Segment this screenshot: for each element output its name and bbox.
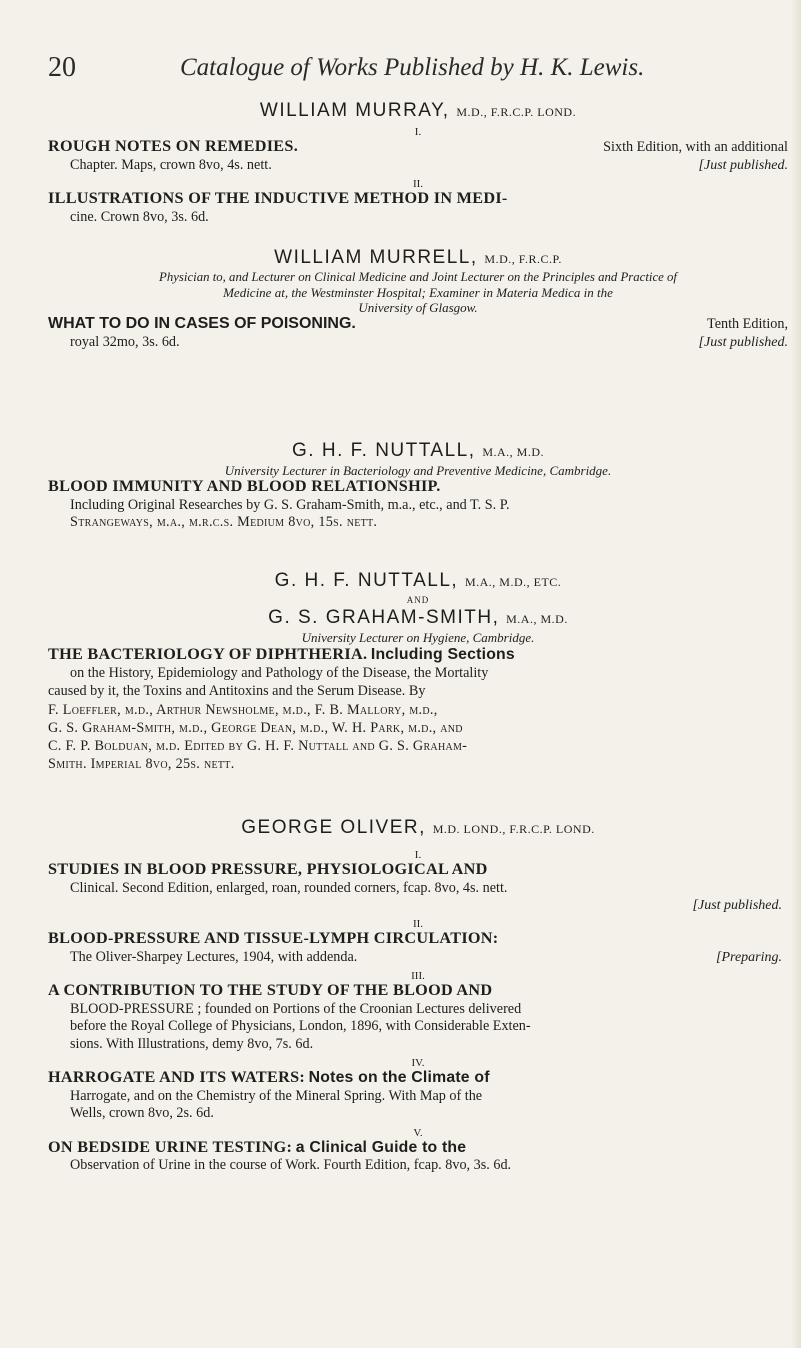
affiliation-line: University of Glasgow. [358,300,478,315]
author-name: G. S. GRAHAM-SMITH, [268,607,500,628]
book-status: [Preparing. [716,949,782,965]
author-name: WILLIAM MURRELL, [274,247,478,268]
book-text: G. S. Graham-Smith, m.d., George Dean, m.d., W. H. Park, m.d., and [48,719,463,736]
book-text: Strangeways, m.a., m.r.c.s. Medium 8vo, 15s. nett. [70,514,378,530]
book-title: A CONTRIBUTION TO THE STUDY OF THE BLOOD AND [48,981,493,999]
book-text: cine. Crown 8vo, 3s. 6d. [70,208,209,225]
affiliation-line: Medicine at, the Westminster Hospital; Examiner in Materia Medica in the [223,285,613,300]
book-text: Chapter. Maps, crown 8vo, 4s. nett. [70,156,272,173]
author-affiliation [48,270,788,315]
book-entry-line [48,334,788,352]
running-title: Catalogue of Works Published by H. K. Lewis. [180,54,645,81]
book-entry [48,645,788,773]
book-text: The Oliver-Sharpey Lectures, 1904, with addenda. [70,948,358,965]
author-degrees: M.A., M.D. [482,445,544,459]
author-heading [48,570,788,592]
author-degrees: M.A., M.D., ETC. [464,575,562,589]
running-head [48,52,788,92]
author-heading [48,440,788,462]
author-degrees: M.D., F.R.C.P. LOND. [456,105,577,119]
author-affiliation: University Lecturer in Bacteriology and Preventive Medicine, Cambridge. [224,463,612,478]
book-title: STUDIES IN BLOOD PRESSURE, PHYSIOLOGICAL AND [48,860,488,878]
book-text: Smith. Imperial 8vo, 25s. nett. [48,756,235,773]
entry-murray [48,100,788,226]
book-text: C. F. P. Bolduan, m.d. Edited by G. H. F. Nuttall and G. S. Graham- [48,738,468,755]
book-text: royal 32mo, 3s. 6d. [70,333,180,350]
book-title: ILLUSTRATIONS OF THE INDUCTIVE METHOD IN MEDI- [48,189,508,207]
author-degrees: M.D., F.R.C.P. [484,252,562,266]
book-entry [48,1069,788,1123]
book-title-rest: a Clinical Guide to the [295,1138,467,1156]
author-heading [48,247,788,269]
book-title: BLOOD-PRESSURE AND TISSUE-LYMPH CIRCULATION: [48,929,499,947]
book-text: caused by it, the Toxins and Antitoxins and the Serum Disease. By [48,683,426,700]
book-entry [48,930,788,949]
entry-nuttall [48,440,788,532]
book-number: V. [413,1126,423,1139]
book-text: Sixth Edition, with an additional [603,139,788,155]
book-entry-line [48,949,788,967]
book-entry [48,1139,788,1175]
book-number: I. [414,849,422,861]
entry-oliver [48,817,788,1175]
author-heading [48,100,788,122]
author-affiliation: University Lecturer on Hygiene, Cambridge. [301,630,535,645]
book-text: BLOOD-PRESSURE ; founded on Portions of the Croonian Lectures delivered [70,1000,522,1017]
book-text: Clinical. Second Edition, enlarged, roan, rounded corners, fcap. 8vo, 4s. nett. [70,879,508,896]
author-name: G. H. F. NUTTALL, [292,440,476,461]
book-entry [48,982,788,1053]
book-text: F. Loeffler, m.d., Arthur Newsholme, m.d., F. B. Mallory, m.d., [48,701,438,718]
author-name: G. H. F. NUTTALL, [274,570,459,591]
book-entry-line [48,157,788,175]
book-number: I. [414,126,422,138]
page-edge [791,0,801,1348]
book-number: II. [412,918,424,930]
author-name: WILLIAM MURRAY, [259,100,450,121]
book-title-rest: Notes on the Climate of [308,1069,490,1086]
book-entry [48,478,788,532]
book-text: Including Original Researches by G. S. Graham-Smith, m.a., etc., and T. S. P. [70,496,510,513]
book-entry [48,315,788,334]
author-heading [48,817,788,839]
book-number: IV. [411,1057,425,1069]
book-text: Harrogate, and on the Chemistry of the Mineral Spring. With Map of the [70,1087,483,1104]
book-entry [48,190,788,226]
author-degrees: M.A., M.D. [506,612,568,626]
author-degrees: M.D. LOND., F.R.C.P. LOND. [432,822,595,836]
book-entry [48,138,788,157]
entry-murrell [48,247,788,351]
book-title: BLOOD IMMUNITY AND BLOOD RELATIONSHIP. [48,477,441,495]
book-text: Tenth Edition, [707,316,788,332]
book-number: II. [412,178,424,190]
page-number: 20 [48,52,76,83]
book-text: on the History, Epidemiology and Pathology of the Disease, the Mortality [70,665,489,682]
book-text: before the Royal College of Physicians, London, 1896, with Considerable Exten- [70,1018,531,1034]
book-status: [Just published. [698,157,788,173]
book-title: THE BACTERIOLOGY OF DIPHTHERIA. [48,645,368,663]
book-title: ON BEDSIDE URINE TESTING: [48,1137,293,1156]
entry-nuttall-graham-smith [48,570,788,773]
book-text: Wells, crown 8vo, 2s. 6d. [70,1105,214,1121]
author-name: GEORGE OLIVER, [241,817,426,838]
book-title: WHAT TO DO IN CASES OF POISONING. [48,315,356,332]
and-label: AND [406,595,430,605]
affiliation-line: Physician to, and Lecturer on Clinical Medicine and Joint Lecturer on the Principles and Practice of [159,270,677,284]
book-title: HARROGATE AND ITS WATERS: [48,1068,306,1086]
book-title-rest: Including Sections [370,646,515,663]
book-entry [48,861,788,897]
book-number: III. [411,970,425,982]
book-text: Observation of Urine in the course of Work. Fourth Edition, fcap. 8vo, 3s. 6d. [70,1157,512,1173]
author-heading [48,607,788,629]
book-status: [Just published. [692,898,782,913]
book-title: ROUGH NOTES ON REMEDIES. [48,137,299,155]
book-status: [Just published. [698,334,788,350]
book-text: sions. With Illustrations, demy 8vo, 7s. 6d. [70,1035,314,1052]
